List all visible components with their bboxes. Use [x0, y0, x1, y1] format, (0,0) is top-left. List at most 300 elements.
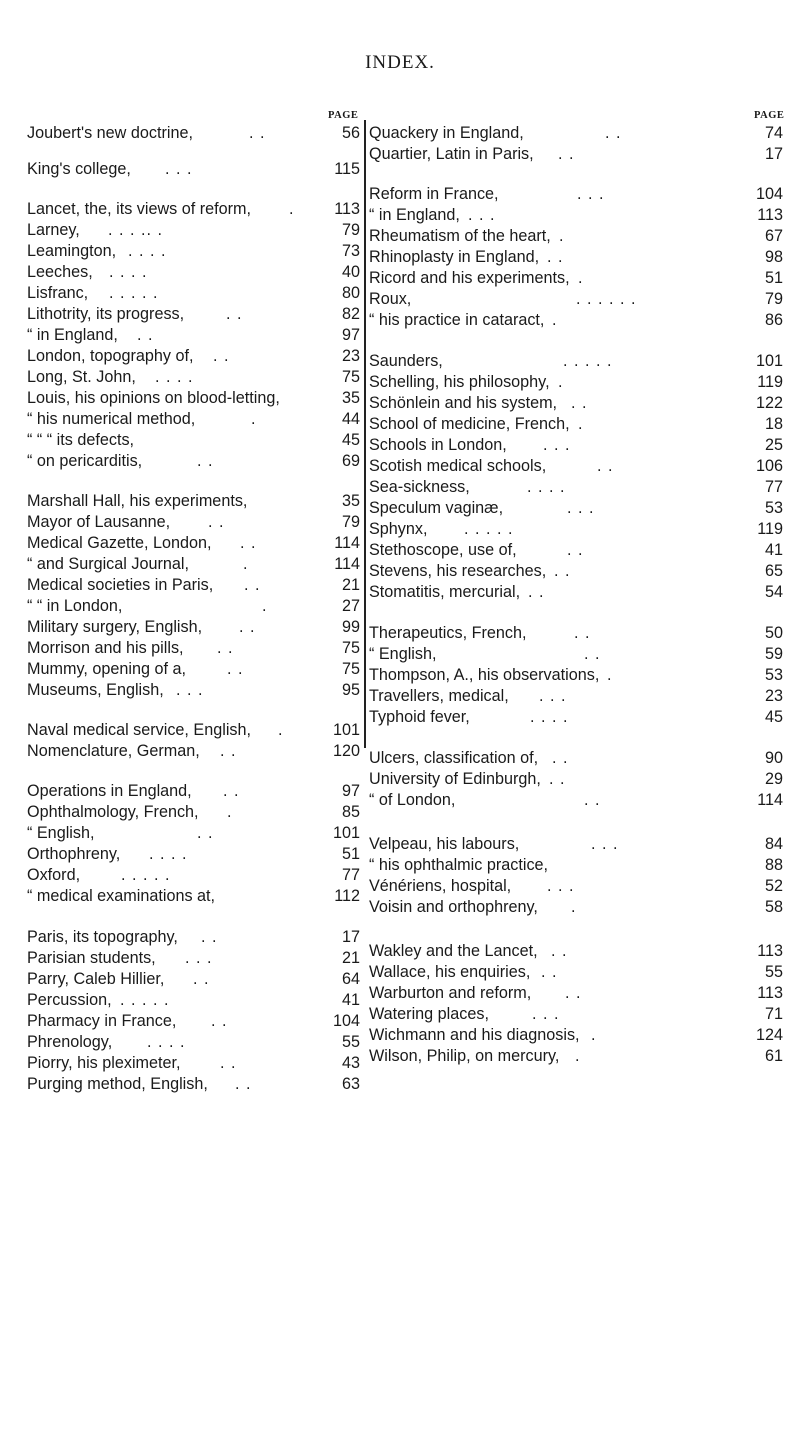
- index-entry: [27, 533, 360, 554]
- index-entry: [27, 680, 360, 701]
- index-entry-page-number: 71: [764, 1005, 783, 1023]
- index-entry-leader-dots: . . . .: [128, 242, 167, 260]
- index-entry-text: Orthophreny,: [27, 845, 121, 863]
- index-entry-text: “ his numerical method,: [27, 410, 196, 428]
- column-divider: [364, 120, 366, 748]
- index-entry: [27, 283, 360, 304]
- index-entry-page-number: 45: [764, 708, 783, 726]
- index-entry: [27, 199, 360, 220]
- index-entry-page-number: 58: [764, 898, 783, 916]
- index-entry-leader-dots: .: [278, 721, 284, 739]
- index-entry-page-number: 69: [341, 452, 360, 470]
- index-entry-page-number: 88: [764, 856, 783, 874]
- index-entry-page-number: 113: [334, 200, 360, 218]
- index-entry-page-number: 114: [334, 555, 360, 573]
- index-entry-text: “ his ophthalmic practice,: [369, 856, 549, 874]
- index-entry: [27, 990, 360, 1011]
- index-entry-text: Reform in France,: [369, 185, 499, 203]
- index-entry-text: London, topography of,: [27, 347, 194, 365]
- index-entry-page-number: 17: [341, 928, 360, 946]
- index-entry: [369, 540, 783, 561]
- index-entry-text: Morrison and his pills,: [27, 639, 184, 657]
- index-entry: [369, 268, 783, 289]
- index-entry-text: Warburton and reform,: [369, 984, 532, 1002]
- page-column-heading-left: PAGE: [328, 110, 359, 121]
- index-entry-text: Marshall Hall, his experiments,: [27, 492, 248, 510]
- index-entry-page-number: 45: [341, 431, 360, 449]
- index-entry: [369, 644, 783, 665]
- index-entry-page-number: 55: [764, 963, 783, 981]
- index-entry-page-number: 51: [764, 269, 783, 287]
- index-entry-leader-dots: . .: [220, 1054, 237, 1072]
- index-entry-page-number: 122: [755, 394, 783, 412]
- index-entry-leader-dots: . . . . .: [464, 520, 514, 538]
- index-entry-leader-dots: . . . .: [155, 368, 194, 386]
- index-entry-leader-dots: . . .: [539, 687, 567, 705]
- index-entry-text: Wakley and the Lancet,: [369, 942, 538, 960]
- index-entry-text: Typhoid fever,: [369, 708, 470, 726]
- index-entry-leader-dots: . . . .: [109, 263, 148, 281]
- index-entry-text: Quackery in England,: [369, 124, 524, 142]
- index-entry: [27, 617, 360, 638]
- index-entry-leader-dots: .: [289, 200, 295, 218]
- index-entry-leader-dots: . . . . .: [109, 284, 159, 302]
- index-entry: [369, 876, 783, 897]
- index-entry-page-number: 119: [757, 520, 783, 538]
- index-entry-text: Stethoscope, use of,: [369, 541, 517, 559]
- index-entry: [369, 477, 783, 498]
- index-entry: [27, 409, 360, 430]
- index-entry: [369, 519, 783, 540]
- index-entry-text: Schönlein and his system,: [369, 394, 558, 412]
- index-entry-text: Stomatitis, mercurial,: [369, 583, 521, 601]
- index-entry-page-number: 18: [764, 415, 783, 433]
- index-entry: [369, 184, 783, 205]
- index-entry-page-number: 113: [757, 206, 783, 224]
- index-entry-page-number: 114: [757, 791, 783, 809]
- index-entry-leader-dots: . . .: [547, 877, 575, 895]
- index-entry-text: Rhinoplasty in England,: [369, 248, 540, 266]
- index-entry-text: Parisian students,: [27, 949, 156, 967]
- index-entry-leader-dots: . .: [558, 145, 575, 163]
- index-entry-text: Roux,: [369, 290, 412, 308]
- index-entry-text: Parry, Caleb Hillier,: [27, 970, 165, 988]
- index-entry-page-number: 64: [341, 970, 360, 988]
- index-entry-page-number: 84: [764, 835, 783, 853]
- index-entry-leader-dots: . . . .. .: [108, 221, 163, 239]
- index-entry-page-number: 23: [341, 347, 360, 365]
- index-entry: [27, 1074, 360, 1095]
- index-entry-page-number: 35: [341, 492, 360, 510]
- index-entry-leader-dots: . .: [584, 791, 601, 809]
- index-entry: [27, 802, 360, 823]
- index-entry: [27, 554, 360, 575]
- index-entry-leader-dots: . . . . .: [121, 866, 171, 884]
- index-entry-text: “ his practice in cataract,: [369, 311, 545, 329]
- index-entry: [27, 659, 360, 680]
- index-entry: [27, 388, 360, 409]
- index-entry-leader-dots: . . .: [165, 160, 193, 178]
- index-entry-leader-dots: .: [552, 311, 558, 329]
- index-entry-leader-dots: .: [262, 597, 268, 615]
- index-entry-page-number: 50: [764, 624, 783, 642]
- index-entry-text: Ricord and his experiments,: [369, 269, 570, 287]
- index-entry-page-number: 23: [764, 687, 783, 705]
- index-entry-text: Stevens, his researches,: [369, 562, 547, 580]
- index-entry-page-number: 59: [764, 645, 783, 663]
- index-entry: [27, 325, 360, 346]
- index-entry-leader-dots: . .: [240, 534, 257, 552]
- index-entry-text: Rheumatism of the heart,: [369, 227, 551, 245]
- index-entry-page-number: 61: [764, 1047, 783, 1065]
- index-entry: [369, 941, 783, 962]
- index-entry: [27, 741, 360, 762]
- index-entry-page-number: 21: [341, 949, 360, 967]
- index-entry-leader-dots: . .: [547, 248, 564, 266]
- index-entry-page-number: 101: [755, 352, 783, 370]
- index-entry: [369, 310, 783, 331]
- index-entry-text: Vénériens, hospital,: [369, 877, 512, 895]
- index-entry-page-number: 99: [341, 618, 360, 636]
- index-entry-text: Velpeau, his labours,: [369, 835, 520, 853]
- index-entry-text: “ medical examinations at,: [27, 887, 216, 905]
- index-entry: [27, 367, 360, 388]
- index-entry-page-number: 75: [341, 639, 360, 657]
- index-entry: [369, 247, 783, 268]
- index-entry-page-number: 97: [341, 326, 360, 344]
- index-entry: [369, 393, 783, 414]
- index-entry-page-number: 80: [341, 284, 360, 302]
- index-entry-text: “ “ “ its defects,: [27, 431, 135, 449]
- index-entry-leader-dots: . . . . .: [563, 352, 613, 370]
- index-entry-leader-dots: . .: [211, 1012, 228, 1030]
- index-entry: [27, 886, 360, 907]
- index-entry: [369, 769, 783, 790]
- index-entry-leader-dots: . .: [137, 326, 154, 344]
- index-entry-page-number: 113: [757, 984, 783, 1002]
- index-entry: [369, 456, 783, 477]
- index-entry-leader-dots: . . .: [532, 1005, 560, 1023]
- index-entry-page-number: 82: [341, 305, 360, 323]
- index-entry: [27, 575, 360, 596]
- index-entry: [369, 435, 783, 456]
- index-entry: [27, 1032, 360, 1053]
- index-entry-text: Ophthalmology, French,: [27, 803, 199, 821]
- index-entry-page-number: 95: [341, 681, 360, 699]
- page-column-heading-right: PAGE: [754, 110, 785, 121]
- index-entry-page-number: 106: [755, 457, 783, 475]
- index-entry-leader-dots: . .: [235, 1075, 252, 1093]
- index-entry: [27, 123, 360, 144]
- index-entry-leader-dots: . .: [193, 970, 210, 988]
- index-entry-leader-dots: . . . .: [149, 845, 188, 863]
- index-entry-text: Purging method, English,: [27, 1075, 208, 1093]
- index-entry-leader-dots: . .: [201, 928, 218, 946]
- index-entry-page-number: 104: [755, 185, 783, 203]
- index-entry-leader-dots: . . .: [567, 499, 595, 517]
- index-entry-text: Leamington,: [27, 242, 117, 260]
- index-entry-text: Pharmacy in France,: [27, 1012, 177, 1030]
- index-entry: [369, 1046, 783, 1067]
- index-entry-page-number: 35: [341, 389, 360, 407]
- index-entry-text: Mayor of Lausanne,: [27, 513, 171, 531]
- index-entry-text: Piorry, his pleximeter,: [27, 1054, 181, 1072]
- index-entry-page-number: 79: [341, 221, 360, 239]
- index-entry: [369, 686, 783, 707]
- index-entry-page-number: 77: [341, 866, 360, 884]
- index-entry-leader-dots: . .: [227, 660, 244, 678]
- index-entry-text: “ English,: [27, 824, 95, 842]
- index-entry-text: Lancet, the, its views of reform,: [27, 200, 252, 218]
- index-entry-text: Therapeutics, French,: [369, 624, 527, 642]
- index-entry-leader-dots: .: [558, 373, 564, 391]
- index-entry-text: Medical Gazette, London,: [27, 534, 212, 552]
- index-entry-leader-dots: . .: [244, 576, 261, 594]
- index-entry: [27, 346, 360, 367]
- index-entry-leader-dots: .: [578, 269, 584, 287]
- index-entry: [27, 512, 360, 533]
- index-entry-text: University of Edinburgh,: [369, 770, 541, 788]
- index-entry: [27, 430, 360, 451]
- index-entry-text: Lithotrity, its progress,: [27, 305, 185, 323]
- index-entry-leader-dots: .: [571, 898, 577, 916]
- index-entry: [369, 582, 783, 603]
- index-entry-text: Quartier, Latin in Paris,: [369, 145, 534, 163]
- index-entry-text: Leeches,: [27, 263, 93, 281]
- index-entry: [27, 1053, 360, 1074]
- index-entry-text: Paris, its topography,: [27, 928, 178, 946]
- index-entry-text: Oxford,: [27, 866, 81, 884]
- index-entry-leader-dots: . .: [239, 618, 256, 636]
- index-entry: [369, 790, 783, 811]
- index-entry: [27, 241, 360, 262]
- index-entry-text: Lisfranc,: [27, 284, 89, 302]
- index-entry-page-number: 101: [332, 824, 360, 842]
- index-entry-page-number: 90: [764, 749, 783, 767]
- index-entry-leader-dots: . .: [565, 984, 582, 1002]
- index-entry-text: Military surgery, English,: [27, 618, 203, 636]
- index-entry: [369, 289, 783, 310]
- index-entry-page-number: 29: [764, 770, 783, 788]
- index-entry-page-number: 44: [341, 410, 360, 428]
- index-entry: [369, 1004, 783, 1025]
- index-entry-leader-dots: . .: [549, 770, 566, 788]
- index-entry-page-number: 114: [334, 534, 360, 552]
- index-entry-text: King's college,: [27, 160, 131, 178]
- index-entry-text: “ in England,: [27, 326, 118, 344]
- index-entry: [369, 748, 783, 769]
- index-entry-leader-dots: . .: [571, 394, 588, 412]
- index-entry: [369, 414, 783, 435]
- index-entry-page-number: 124: [755, 1026, 783, 1044]
- index-entry: [27, 638, 360, 659]
- index-entry: [369, 561, 783, 582]
- index-entry-leader-dots: .: [607, 666, 613, 684]
- index-entry: [369, 962, 783, 983]
- index-entry-page-number: 53: [764, 666, 783, 684]
- index-entry-page-number: 74: [764, 124, 783, 142]
- index-entry-leader-dots: . .: [605, 124, 622, 142]
- index-entry-page-number: 40: [341, 263, 360, 281]
- index-entry: [27, 596, 360, 617]
- index-entry: [369, 144, 783, 165]
- index-entry-text: Naval medical service, English,: [27, 721, 252, 739]
- index-entry-text: Voisin and orthophreny,: [369, 898, 538, 916]
- index-entry-leader-dots: .: [578, 415, 584, 433]
- index-entry-leader-dots: . .: [213, 347, 230, 365]
- index-entry-text: “ “ in London,: [27, 597, 123, 615]
- index-entry-text: Scotish medical schools,: [369, 457, 547, 475]
- index-entry-text: Watering places,: [369, 1005, 489, 1023]
- index-entry: [369, 351, 783, 372]
- index-entry-text: Speculum vaginæ,: [369, 499, 504, 517]
- index-entry-leader-dots: . .: [249, 124, 266, 142]
- index-entry: [369, 665, 783, 686]
- index-entry-leader-dots: . . . .: [147, 1033, 186, 1051]
- index-entry-page-number: 120: [332, 742, 360, 760]
- index-entry-leader-dots: . .: [567, 541, 584, 559]
- index-entry-leader-dots: . .: [552, 749, 569, 767]
- index-entry-leader-dots: . .: [208, 513, 225, 531]
- index-entry-text: Ulcers, classification of,: [369, 749, 539, 767]
- index-entry-text: Wilson, Philip, on mercury,: [369, 1047, 560, 1065]
- index-entry: [27, 159, 360, 180]
- index-entry: [27, 823, 360, 844]
- index-entry: [27, 220, 360, 241]
- index-entry-text: Schools in London,: [369, 436, 507, 454]
- index-entry-leader-dots: . .: [554, 562, 571, 580]
- index-entry-page-number: 63: [341, 1075, 360, 1093]
- index-entry: [369, 1025, 783, 1046]
- index-entry-text: “ on pericarditis,: [27, 452, 143, 470]
- index-entry-text: Thompson, A., his observations,: [369, 666, 600, 684]
- index-entry: [369, 623, 783, 644]
- index-entry-page-number: 86: [764, 311, 783, 329]
- index-entry-text: Larney,: [27, 221, 80, 239]
- index-entry-page-number: 112: [334, 887, 360, 905]
- index-entry-text: Operations in England,: [27, 782, 192, 800]
- index-entry: [369, 205, 783, 226]
- index-entry-page-number: 67: [764, 227, 783, 245]
- index-entry-leader-dots: . . .: [185, 949, 213, 967]
- index-entry-text: “ in England,: [369, 206, 460, 224]
- index-entry-text: Museums, English,: [27, 681, 164, 699]
- index-entry-page-number: 85: [341, 803, 360, 821]
- index-entry-leader-dots: . .: [217, 639, 234, 657]
- index-entry-page-number: 43: [341, 1054, 360, 1072]
- index-entry: [369, 498, 783, 519]
- index-entry: [27, 969, 360, 990]
- index-entry-leader-dots: . . .: [577, 185, 605, 203]
- index-entry: [27, 262, 360, 283]
- index-entry-text: Phrenology,: [27, 1033, 113, 1051]
- index-entry-page-number: 113: [757, 942, 783, 960]
- index-entry-leader-dots: .: [227, 803, 233, 821]
- index-entry-page-number: 115: [334, 160, 360, 178]
- index-entry-text: Saunders,: [369, 352, 443, 370]
- index-entry: [27, 1011, 360, 1032]
- index-entry: [27, 720, 360, 741]
- index-entry-leader-dots: .: [559, 227, 565, 245]
- index-entry-leader-dots: . . . .: [530, 708, 569, 726]
- index-entry-leader-dots: . . .: [468, 206, 496, 224]
- index-entry-text: Mummy, opening of a,: [27, 660, 186, 678]
- index-entry-leader-dots: . .: [220, 742, 237, 760]
- index-entry-leader-dots: . .: [528, 583, 545, 601]
- index-entry-page-number: 104: [332, 1012, 360, 1030]
- index-entry-page-number: 41: [764, 541, 783, 559]
- index-entry-text: Sphynx,: [369, 520, 428, 538]
- index-entry: [369, 855, 783, 876]
- index-entry: [369, 226, 783, 247]
- index-entry-text: “ English,: [369, 645, 437, 663]
- index-entry-page-number: 27: [341, 597, 360, 615]
- index-entry-page-number: 79: [764, 290, 783, 308]
- index-entry-page-number: 73: [341, 242, 360, 260]
- index-entry-page-number: 79: [341, 513, 360, 531]
- index-entry-page-number: 25: [764, 436, 783, 454]
- index-entry-leader-dots: . .: [574, 624, 591, 642]
- index-entry: [27, 948, 360, 969]
- index-entry-leader-dots: . .: [551, 942, 568, 960]
- index-entry-page-number: 52: [764, 877, 783, 895]
- index-entry-leader-dots: . .: [223, 782, 240, 800]
- index-entry: [369, 372, 783, 393]
- index-entry: [27, 865, 360, 886]
- index-entry-text: Travellers, medical,: [369, 687, 509, 705]
- index-entry-leader-dots: . .: [197, 824, 214, 842]
- index-entry-leader-dots: . . .: [543, 436, 571, 454]
- index-entry: [369, 897, 783, 918]
- index-entry-page-number: 97: [341, 782, 360, 800]
- index-entry-text: Percussion,: [27, 991, 112, 1009]
- index-entry-page-number: 75: [341, 368, 360, 386]
- index-entry-leader-dots: . . . . . .: [576, 290, 637, 308]
- index-entry-leader-dots: . .: [226, 305, 243, 323]
- index-entry-text: School of medicine, French,: [369, 415, 570, 433]
- index-entry: [27, 304, 360, 325]
- index-entry-text: Wallace, his enquiries,: [369, 963, 531, 981]
- index-entry-page-number: 21: [341, 576, 360, 594]
- page-title: INDEX.: [365, 52, 435, 73]
- index-entry: [27, 844, 360, 865]
- index-entry-page-number: 51: [341, 845, 360, 863]
- index-entry-page-number: 75: [341, 660, 360, 678]
- index-entry-page-number: 53: [764, 499, 783, 517]
- index-entry-text: “ of London,: [369, 791, 456, 809]
- index-entry: [369, 123, 783, 144]
- index-entry-text: Wichmann and his diagnosis,: [369, 1026, 580, 1044]
- index-entry: [27, 491, 360, 512]
- index-entry: [369, 834, 783, 855]
- index-entry-text: Joubert's new doctrine,: [27, 124, 193, 142]
- index-entry-text: Sea-sickness,: [369, 478, 470, 496]
- index-entry-text: Schelling, his philosophy,: [369, 373, 550, 391]
- index-entry: [27, 451, 360, 472]
- index-entry-leader-dots: . . . . .: [120, 991, 170, 1009]
- index-entry-leader-dots: . . . .: [527, 478, 566, 496]
- index-entry: [27, 781, 360, 802]
- index-entry-leader-dots: . .: [541, 963, 558, 981]
- index-entry-page-number: 54: [764, 583, 783, 601]
- index-entry-text: Medical societies in Paris,: [27, 576, 214, 594]
- index-entry-page-number: 56: [341, 124, 360, 142]
- index-entry-leader-dots: . .: [197, 452, 214, 470]
- index-entry-text: Nomenclature, German,: [27, 742, 200, 760]
- index-entry-page-number: 119: [757, 373, 783, 391]
- index-entry: [27, 927, 360, 948]
- index-entry-text: “ and Surgical Journal,: [27, 555, 189, 573]
